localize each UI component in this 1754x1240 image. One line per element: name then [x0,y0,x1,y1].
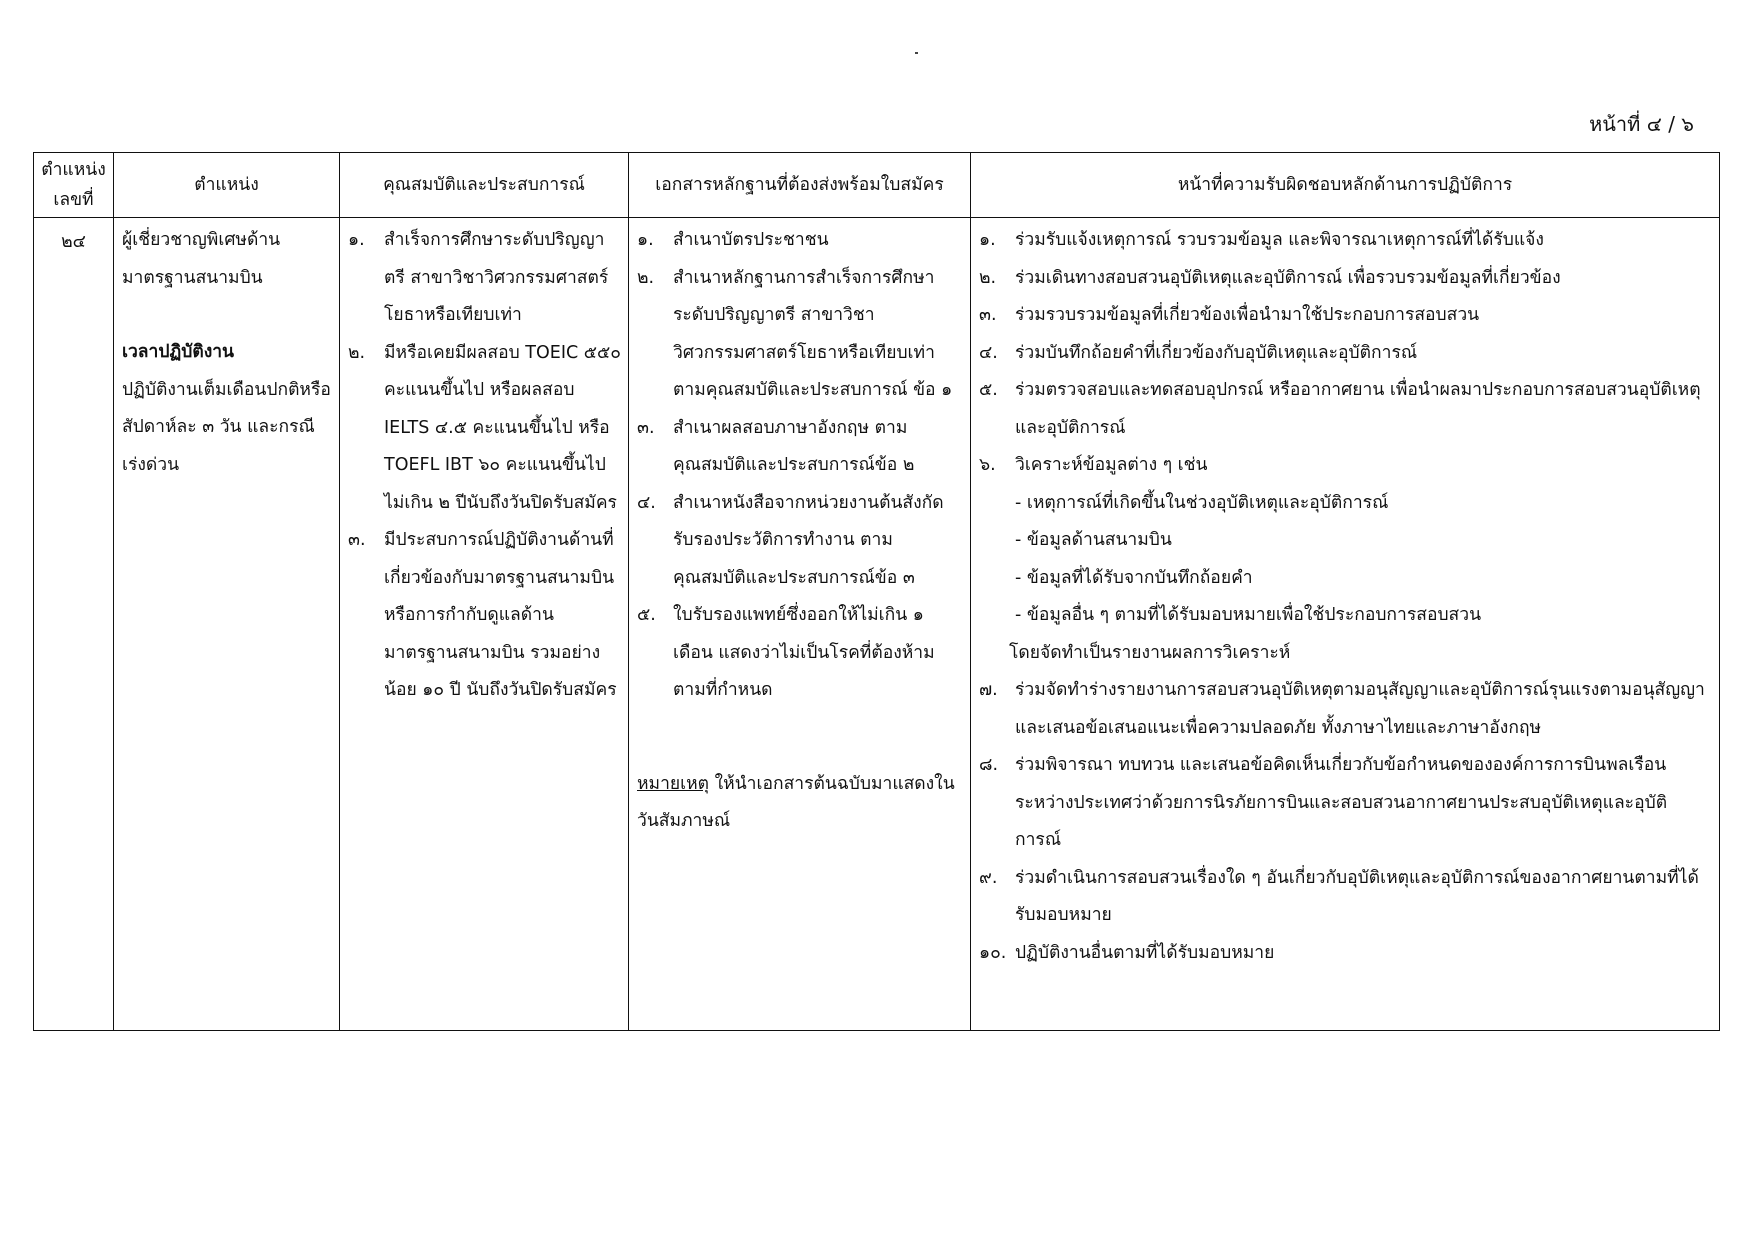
duties-list-continued [979,672,1713,972]
list-item: ๓. ร่วมรวบรวมข้อมูลที่เกี่ยวข้องเพื่อนำมาใช้ประกอบการสอบสวน [979,305,1480,325]
table-row [34,218,1720,1031]
position-title-cell [114,218,340,1031]
list-item: ๒. ร่วมเดินทางสอบสวนอุบัติเหตุและอุบัติการณ์ เพื่อรวบรวมข้อมูลที่เกี่ยวข้อง [979,267,1561,288]
list-item: ๓. มีประสบการณ์ปฏิบัติงานด้านที่เกี่ยวข้องกับมาตรฐานสนามบินหรือการกำกับดูแลด้านมาตรฐานสนามบิน รวมอย่างน้อย ๑๐ ปี นับถึงวันปิดรับสมัคร [348,530,617,700]
work-time-label: เวลาปฏิบัติงาน [122,342,235,362]
list-item: ๗. ร่วมจัดทำร่างรายงานการสอบสวนอุบัติเหตุตามอนุสัญญาและอุบัติการณ์รุนแรงตามอนุสัญญา และเสนอข้อเสนอแนะเพื่อความปลอดภัย ทั้งภาษาไทยและภาษาอังกฤษ [979,680,1705,738]
duty6-subitems [979,485,1713,635]
list-item: ๑๐. ปฏิบัติงานอื่นตามที่ได้รับมอบหมาย [979,942,1275,963]
list-item: ๓. สำเนาผลสอบภาษาอังกฤษ ตามคุณสมบัติและประสบการณ์ข้อ ๒ [637,417,915,475]
header-duties: หน้าที่ความรับผิดชอบหลักด้านการปฏิบัติการ [971,153,1720,218]
list-item: ๑. ร่วมรับแจ้งเหตุการณ์ รวบรวมข้อมูล และพิจารณาเหตุการณ์ที่ได้รับแจ้ง [979,230,1544,250]
list-item: ๔. สำเนาหนังสือจากหน่วยงานต้นสังกัดรับรองประวัติการทำงาน ตามคุณสมบัติและประสบการณ์ข้อ ๓ [637,492,944,588]
list-item: ๕. ร่วมตรวจสอบและทดสอบอุปกรณ์ หรืออากาศยาน เพื่อนำผลมาประกอบการสอบสวนอุบัติเหตุและอุบัติการณ์ [979,380,1701,438]
note [637,766,964,841]
duties-cell [971,218,1720,1031]
position-title: ผู้เชี่ยวชาญพิเศษด้านมาตรฐานสนามบิน [122,230,281,288]
note-text: ให้นำเอกสารต้นฉบับมาแสดงในวันสัมภาษณ์ [637,773,955,831]
list-item: ๒. สำเนาหลักฐานการสำเร็จการศึกษาระดับปริญญาตรี สาขาวิชาวิศวกรรมศาสตร์โยธาหรือเทียบเท่า ตามคุณสมบัติและประสบการณ์ ข้อ ๑ [637,267,953,400]
position-table [33,152,1720,1031]
qualifications-list [348,222,622,710]
work-time-text: ปฏิบัติงานเต็มเดือนปกติหรือสัปดาห์ละ ๓ วัน และกรณีเร่งด่วน [122,379,331,475]
table-header-row [34,153,1720,218]
list-item: ๑. สำเนาบัตรประชาชน [637,230,829,250]
header-qualifications: คุณสมบัติและประสบการณ์ [340,153,629,218]
list-item: - ข้อมูลที่ได้รับจากบันทึกถ้อยคำ [1015,560,1713,598]
qualifications-cell [340,218,629,1031]
scan-speck [915,52,918,54]
header-position-no: ตำแหน่ง เลขที่ [34,153,114,218]
list-item: ๘. ร่วมพิจารณา ทบทวน และเสนอข้อคิดเห็นเกี่ยวกับข้อกำหนดขององค์การการบินพลเรือนระหว่างประเทศว่าด้วยการนิรภัยการบินและสอบสวนอากาศยานประสบอุบัติเหตุและอุบัติการณ์ [979,755,1668,850]
list-item: ๒. มีหรือเคยมีผลสอบ TOEIC ๕๕๐ คะแนนขึ้นไป หรือผลสอบ IELTS ๔.๕ คะแนนขึ้นไป หรือ TOEFL IBT ๖๐ คะแนนขึ้นไป ไม่เกิน ๒ ปีนับถึงวันปิดรับสมัคร [348,342,621,513]
list-item: ๔. ร่วมบันทึกถ้อยคำที่เกี่ยวข้องกับอุบัติเหตุและอุบัติการณ์ [979,342,1418,363]
page-number: หน้าที่ ๔ / ๖ [1589,112,1694,136]
note-label: หมายเหตุ [637,773,710,794]
documents-cell [629,218,971,1031]
duties-list [979,222,1713,485]
list-item: - ข้อมูลอื่น ๆ ตามที่ได้รับมอบหมายเพื่อใช้ประกอบการสอบสวน [1015,597,1713,635]
list-item: ๖. วิเคราะห์ข้อมูลต่าง ๆ เช่น [979,455,1208,475]
list-item: ๙. ร่วมดำเนินการสอบสวนเรื่องใด ๆ อันเกี่ยวกับอุบัติเหตุและอุบัติการณ์ของอากาศยานตามที่ได้รับมอบหมาย [979,867,1699,925]
list-item: - ข้อมูลด้านสนามบิน [1015,522,1713,560]
position-number: ๒๔ [61,232,86,252]
documents-list [637,222,964,710]
header-documents: เอกสารหลักฐานที่ต้องส่งพร้อมใบสมัคร [629,153,971,218]
position-number-cell [34,218,114,1031]
header-position: ตำแหน่ง [114,153,340,218]
list-item: ๕. ใบรับรองแพทย์ซึ่งออกให้ไม่เกิน ๑ เดือน แสดงว่าไม่เป็นโรคที่ต้องห้ามตามที่กำหนด [637,605,935,700]
duty6-tail: โดยจัดทำเป็นรายงานผลการวิเคราะห์ [1009,642,1291,663]
list-item: ๑. สำเร็จการศึกษาระดับปริญญาตรี สาขาวิชาวิศวกรรมศาสตร์โยธาหรือเทียบเท่า [348,230,609,325]
list-item: - เหตุการณ์ที่เกิดขึ้นในช่วงอุบัติเหตุและอุบัติการณ์ [1015,485,1713,523]
